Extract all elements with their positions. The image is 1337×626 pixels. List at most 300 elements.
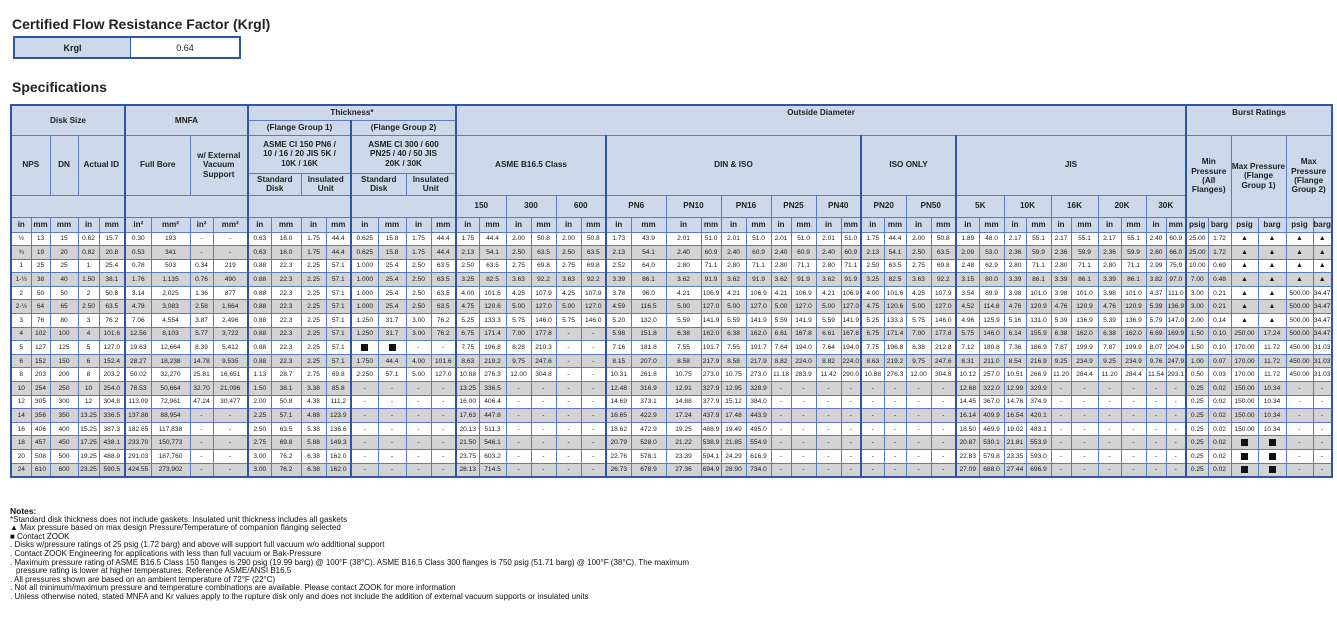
table-cell: 508 [31, 450, 50, 464]
table-cell: - [1121, 395, 1146, 409]
table-cell: 2.01 [666, 232, 701, 246]
contact-zook-icon [1231, 436, 1258, 450]
table-cell: 0.53 [125, 246, 151, 260]
unit-header: mm [1166, 217, 1186, 232]
table-cell: 106.9 [841, 286, 861, 300]
table-cell: 170.00 [1231, 354, 1258, 368]
table-cell: 2.80 [771, 259, 791, 273]
table-cell: 250 [50, 382, 78, 396]
table-cell: 44.4 [431, 232, 456, 246]
table-cell: 2.13 [606, 246, 631, 260]
table-cell: 2.80 [1004, 259, 1026, 273]
table-cell: - [378, 409, 406, 423]
unit-header: mm [531, 217, 556, 232]
table-cell: 438.1 [99, 436, 125, 450]
table-cell: 688.0 [979, 463, 1004, 477]
contact-zook-icon [1231, 463, 1258, 477]
table-cell: 3.87 [190, 314, 213, 328]
table-cell: 5.39 [1146, 300, 1166, 314]
table-cell: 3.62 [771, 273, 791, 287]
table-cell: 5.39 [1098, 314, 1121, 328]
table-cell: 5.75 [556, 314, 581, 328]
table-cell: 7.75 [456, 341, 479, 355]
table-cell: - [431, 382, 456, 396]
table-cell: 71.1 [701, 259, 721, 273]
table-cell: 6.61 [771, 327, 791, 341]
table-cell: 2.50 [456, 259, 479, 273]
table-cell: 69.8 [931, 259, 956, 273]
table-cell: 406 [31, 422, 50, 436]
table-cell: 13.25 [78, 409, 99, 423]
table-cell: 8.39 [190, 341, 213, 355]
table-cell: 204.9 [1166, 341, 1186, 355]
table-cell: 234.9 [1121, 354, 1146, 368]
table-cell: - [884, 422, 906, 436]
contact-zook-icon [351, 341, 378, 355]
table-cell: 4.76 [1098, 300, 1121, 314]
table-cell: - [581, 354, 606, 368]
table-cell: 224.0 [791, 354, 816, 368]
header-din-iso: DIN & ISO [606, 135, 861, 195]
table-cell: 8.82 [771, 354, 791, 368]
table-cell: - [791, 409, 816, 423]
table-cell: 14.45 [956, 395, 979, 409]
table-cell: 0.02 [1208, 463, 1231, 477]
table-cell: 44.4 [479, 232, 506, 246]
table-cell: 7.16 [606, 341, 631, 355]
table-cell: 373.1 [631, 395, 666, 409]
table-cell: 0.02 [1208, 409, 1231, 423]
table-cell: 50.8 [271, 395, 301, 409]
table-cell: 196.8 [479, 341, 506, 355]
table-cell: - [884, 395, 906, 409]
table-cell: 341 [151, 246, 190, 260]
table-cell: 44.4 [884, 232, 906, 246]
table-cell: 12,664 [151, 341, 190, 355]
table-cell: 450.00 [1286, 368, 1313, 382]
table-cell: 25.4 [378, 300, 406, 314]
table-cell: 254 [31, 382, 50, 396]
table-cell: 4.00 [406, 354, 431, 368]
table-cell: 2.01 [816, 232, 841, 246]
table-cell: - [581, 382, 606, 396]
table-cell: - [1071, 422, 1098, 436]
table-cell: 51.0 [701, 232, 721, 246]
table-cell: 10 [11, 382, 31, 396]
table-cell: 22.3 [271, 286, 301, 300]
table-cell: - [771, 436, 791, 450]
triangle-icon: ▲ [1286, 232, 1313, 246]
table-cell: 22.3 [271, 273, 301, 287]
table-cell: 500.00 [1286, 286, 1313, 300]
unit-header: mm [931, 217, 956, 232]
table-cell: 106.9 [701, 286, 721, 300]
table-cell: 3.00 [248, 463, 271, 477]
table-cell: - [378, 436, 406, 450]
table-cell: 22.83 [956, 450, 979, 464]
table-cell: 694.9 [701, 463, 721, 477]
table-cell: 2.00 [506, 232, 531, 246]
table-cell: 10.34 [1258, 422, 1286, 436]
table-cell: - [816, 436, 841, 450]
header-iso-only: ISO ONLY [861, 135, 956, 195]
table-cell: 457 [31, 436, 50, 450]
table-cell: 17.24 [666, 409, 701, 423]
table-cell: 304.8 [931, 368, 956, 382]
table-cell: 0.88 [248, 354, 271, 368]
table-cell: 91.9 [746, 273, 771, 287]
table-cell: - [1313, 463, 1332, 477]
table-cell: - [351, 436, 378, 450]
table-cell: 30,477 [213, 395, 248, 409]
contact-zook-icon [1231, 450, 1258, 464]
unit-header: mm [479, 217, 506, 232]
table-cell: 734.0 [746, 463, 771, 477]
table-cell: 3 [11, 314, 31, 328]
table-cell: 6.38 [721, 327, 746, 341]
table-cell: 101.6 [99, 327, 125, 341]
table-cell: 2.80 [666, 259, 701, 273]
table-cell: 76 [31, 314, 50, 328]
table-cell: - [906, 409, 931, 423]
table-cell: 2.50 [406, 300, 431, 314]
table-cell: - [556, 436, 581, 450]
table-cell: 2.50 [861, 259, 884, 273]
table-cell: 59.9 [1071, 246, 1098, 260]
table-cell: 603.2 [479, 450, 506, 464]
table-cell: ¾ [11, 246, 31, 260]
table-cell: 350 [50, 409, 78, 423]
table-cell: 125 [50, 341, 78, 355]
table-cell: 6.38 [301, 450, 326, 464]
header-din-pn10: PN10 [666, 195, 721, 217]
table-cell: 24.29 [721, 450, 746, 464]
table-cell: 443.9 [746, 409, 771, 423]
table-cell: 5.00 [771, 300, 791, 314]
table-cell: 6.38 [301, 463, 326, 477]
table-cell: 203 [31, 368, 50, 382]
triangle-icon: ▲ [1258, 246, 1286, 260]
table-cell: - [931, 409, 956, 423]
table-cell: 27.44 [1004, 463, 1026, 477]
table-cell: 2.50 [248, 422, 271, 436]
unit-header: in [406, 217, 431, 232]
table-cell: 304.8 [99, 395, 125, 409]
table-cell: 0.25 [1186, 395, 1208, 409]
table-cell: - [931, 382, 956, 396]
table-cell: 247.6 [931, 354, 956, 368]
table-cell: 8.38 [906, 341, 931, 355]
table-cell: 247.9 [1166, 354, 1186, 368]
table-cell: 4.78 [125, 300, 151, 314]
table-cell: 590.5 [99, 463, 125, 477]
table-cell: 17.24 [1258, 327, 1286, 341]
table-cell: 8.82 [816, 354, 841, 368]
table-cell: - [581, 395, 606, 409]
table-cell: 2.13 [861, 246, 884, 260]
table-cell: 2.75 [506, 259, 531, 273]
table-cell: - [841, 409, 861, 423]
table-cell: 21.81 [1004, 436, 1026, 450]
table-cell: 5.59 [721, 314, 746, 328]
table-cell: 4.21 [721, 286, 746, 300]
table-cell: 290.0 [841, 368, 861, 382]
table-cell: 181.8 [631, 341, 666, 355]
triangle-icon: ▲ [1286, 273, 1313, 287]
square-icon [361, 344, 368, 351]
table-cell: - [581, 327, 606, 341]
table-cell: - [1313, 395, 1332, 409]
header-din-pn16: PN16 [721, 195, 771, 217]
table-cell: 0.50 [1186, 368, 1208, 382]
table-cell: 1.50 [1186, 341, 1208, 355]
table-cell: 4.76 [1004, 300, 1026, 314]
triangle-icon: ▲ [1231, 246, 1258, 260]
table-cell: - [1313, 382, 1332, 396]
table-cell: 117,838 [151, 422, 190, 436]
table-cell: 8.15 [606, 354, 631, 368]
table-cell: 5.59 [666, 314, 701, 328]
table-cell: 579.8 [979, 450, 1004, 464]
unit-header: in [666, 217, 701, 232]
table-row [11, 422, 1332, 436]
table-cell: 5,412 [213, 341, 248, 355]
table-cell: 0.14 [1208, 314, 1231, 328]
table-cell: 5.00 [506, 300, 531, 314]
table-cell: 191.7 [701, 341, 721, 355]
table-cell: 3.15 [956, 273, 979, 287]
table-cell: 22.3 [271, 314, 301, 328]
table-cell: 3.00 [248, 450, 271, 464]
table-cell: 305 [31, 395, 50, 409]
table-cell: 63.5 [531, 246, 556, 260]
table-cell: - [581, 368, 606, 382]
table-cell: - [861, 422, 884, 436]
table-cell: 7.55 [666, 341, 701, 355]
table-cell: - [1313, 436, 1332, 450]
note-line: pressure rating is lower at higher temperatures. Reference ASME/ANSI B16.5 [16, 566, 292, 576]
unit-header: in [556, 217, 581, 232]
table-cell: - [931, 450, 956, 464]
table-cell: 31.03 [1313, 354, 1332, 368]
table-cell: 199.9 [1071, 341, 1098, 355]
table-cell: ½ [11, 232, 31, 246]
table-cell: 91.9 [701, 273, 721, 287]
table-cell: 10.88 [456, 368, 479, 382]
table-cell: - [1286, 436, 1313, 450]
table-cell: 38.1 [99, 273, 125, 287]
table-cell: - [406, 463, 431, 477]
table-cell: 12.91 [666, 382, 701, 396]
table-cell: - [1286, 382, 1313, 396]
unit-header: in² [125, 217, 151, 232]
table-cell: 2.40 [666, 246, 701, 260]
table-cell: 4.38 [301, 395, 326, 409]
table-cell: 14.76 [1004, 395, 1026, 409]
table-cell: 10.00 [1186, 259, 1208, 273]
table-cell: 114.8 [979, 300, 1004, 314]
unit-header: mm [746, 217, 771, 232]
square-icon [1269, 439, 1276, 446]
table-cell: - [841, 463, 861, 477]
header-mnfa: MNFA [125, 105, 248, 135]
unit-header: in [721, 217, 746, 232]
table-cell: 377.9 [701, 395, 721, 409]
table-cell: 127 [31, 341, 50, 355]
table-cell: 5.00 [556, 300, 581, 314]
table-cell: 1 [78, 259, 99, 273]
unit-header: mm [791, 217, 816, 232]
unit-header: in [351, 217, 378, 232]
table-cell: - [1146, 450, 1166, 464]
table-cell: - [556, 463, 581, 477]
table-cell: 261.8 [631, 368, 666, 382]
table-cell: 86.1 [1026, 273, 1051, 287]
table-cell: 0.02 [1208, 450, 1231, 464]
table-cell: 2.50 [506, 246, 531, 260]
table-cell: - [351, 422, 378, 436]
table-cell: 4.21 [666, 286, 701, 300]
table-cell: - [190, 422, 213, 436]
table-cell: 27.36 [666, 463, 701, 477]
table-cell: 374.9 [1026, 395, 1051, 409]
table-cell: 111.2 [326, 395, 351, 409]
table-cell: 2.36 [1098, 246, 1121, 260]
table-cell: 86.1 [1071, 273, 1098, 287]
table-cell: - [581, 341, 606, 355]
table-cell: - [190, 246, 213, 260]
table-cell: 2.01 [771, 232, 791, 246]
triangle-icon: ▲ [1313, 246, 1332, 260]
table-cell: 15.12 [721, 395, 746, 409]
table-cell: 23.75 [456, 450, 479, 464]
table-cell: - [213, 246, 248, 260]
table-cell: 120.6 [884, 300, 906, 314]
table-cell: 15.8 [378, 232, 406, 246]
table-cell: 0.88 [248, 314, 271, 328]
table-cell: 7.64 [771, 341, 791, 355]
table-cell: - [816, 422, 841, 436]
table-cell: 1-½ [11, 273, 31, 287]
table-cell: 0.02 [1208, 382, 1231, 396]
table-cell: 2.00 [1186, 314, 1208, 328]
table-cell: 12.00 [506, 368, 531, 382]
table-cell: 22.76 [606, 450, 631, 464]
header-din-pn6: PN6 [606, 195, 666, 217]
table-cell: - [1051, 395, 1071, 409]
table-cell: 3.98 [1051, 286, 1071, 300]
table-cell: 23.39 [666, 450, 701, 464]
table-cell: - [1051, 422, 1071, 436]
table-cell: 2.25 [301, 259, 326, 273]
table-cell: 0.34 [190, 259, 213, 273]
table-cell: - [431, 463, 456, 477]
table-cell: 1,135 [151, 273, 190, 287]
table-cell: - [841, 395, 861, 409]
table-cell: 182.65 [125, 422, 151, 436]
table-cell: 4 [78, 327, 99, 341]
table-cell: - [556, 341, 581, 355]
table-cell: 3.14 [125, 286, 151, 300]
table-cell: 678.9 [631, 463, 666, 477]
table-cell: 75.9 [1166, 259, 1186, 273]
table-cell: 169.9 [1166, 327, 1186, 341]
table-cell: 8.58 [721, 354, 746, 368]
table-cell: 177.8 [531, 327, 556, 341]
table-cell: 1.73 [606, 232, 631, 246]
table-cell: 150.00 [1231, 395, 1258, 409]
table-cell: 25.00 [1186, 232, 1208, 246]
table-cell: 276.3 [479, 368, 506, 382]
table-cell: 10.34 [1258, 382, 1286, 396]
table-cell: - [556, 382, 581, 396]
table-cell: 4.25 [506, 286, 531, 300]
table-cell: - [556, 368, 581, 382]
table-cell: 472.9 [631, 422, 666, 436]
table-cell: 54.1 [479, 246, 506, 260]
table-cell: - [1071, 450, 1098, 464]
table-row [11, 463, 1332, 477]
table-row [11, 314, 1332, 328]
table-cell: 1.36 [190, 286, 213, 300]
table-cell: 7.00 [906, 327, 931, 341]
table-cell: 406.4 [479, 395, 506, 409]
table-cell: 187,760 [151, 450, 190, 464]
note-line: . All pressures shown are based on an ambient temperature of 72°F (22°C) [10, 574, 276, 584]
table-cell: 101.0 [1121, 286, 1146, 300]
table-cell: 11.54 [1146, 368, 1166, 382]
table-cell: 194.0 [791, 341, 816, 355]
table-cell: 76.2 [99, 314, 125, 328]
unit-header: barg [1208, 217, 1231, 232]
table-cell: 17.25 [78, 436, 99, 450]
table-cell: - [406, 422, 431, 436]
triangle-icon: ▲ [1286, 246, 1313, 260]
table-cell: - [1146, 463, 1166, 477]
triangle-icon: ▲ [1231, 314, 1258, 328]
table-cell: 6.69 [1146, 327, 1166, 341]
table-cell: - [1071, 463, 1098, 477]
table-cell: - [1313, 450, 1332, 464]
table-cell: - [791, 463, 816, 477]
table-cell: 1.75 [456, 232, 479, 246]
unit-header: in [301, 217, 326, 232]
table-cell: 19.25 [666, 422, 701, 436]
table-cell: 19.25 [78, 450, 99, 464]
table-cell: 11.42 [816, 368, 841, 382]
table-cell: 5.00 [406, 368, 431, 382]
table-cell: 5.38 [301, 422, 326, 436]
table-cell: 247.6 [531, 354, 556, 368]
table-cell: 219.2 [479, 354, 506, 368]
table-cell: 64 [31, 300, 50, 314]
table-cell: - [884, 436, 906, 450]
table-cell: 177.8 [931, 327, 956, 341]
unit-header: in [1146, 217, 1166, 232]
table-cell: 2.25 [301, 273, 326, 287]
table-cell: - [1098, 395, 1121, 409]
table-cell: 2,025 [151, 286, 190, 300]
table-cell: 0.10 [1208, 327, 1231, 341]
table-cell: 8.28 [506, 341, 531, 355]
table-cell: 31.7 [378, 327, 406, 341]
table-cell: - [791, 450, 816, 464]
table-cell: 31.7 [378, 314, 406, 328]
table-cell: 51.0 [746, 232, 771, 246]
table-cell: 610 [31, 463, 50, 477]
table-cell: 76.2 [271, 450, 301, 464]
table-cell: - [1098, 450, 1121, 464]
